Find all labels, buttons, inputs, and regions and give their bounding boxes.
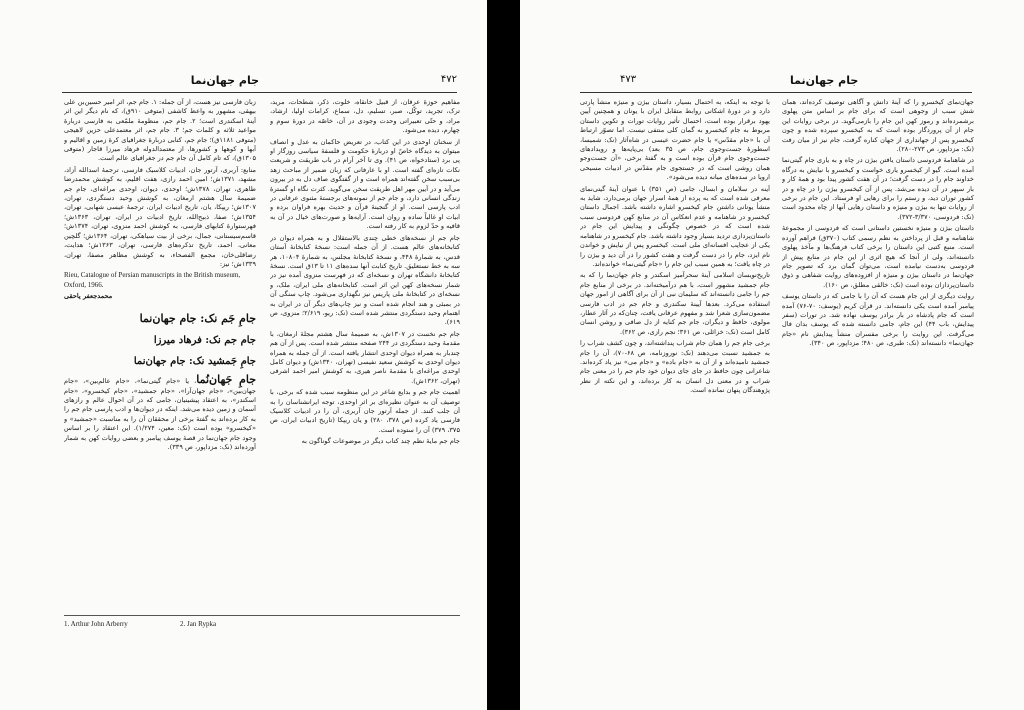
entry-heading: جامِ جَمشید نک: جام جهان‌نما — [133, 356, 256, 368]
entry-heading: جامِ جَم نک: جام جهان‌نما — [139, 312, 256, 326]
paragraph: داستان بیژن و منیژه نخستین داستانی است که فردوسی از مجموعهٔ شاهنامه و قبل از پرداختن به نظم رسمی کتاب (۳۷۰ق) فراهم آورده است. منبع کتبی این داستان را برخی کتاب فرهنگ‌ها و مآخذ پهلوی دانسته‌اند، ولی از آنجا که هیچ اثری از این جام در منابع پیش از فردوسی به‌دست نیامده است، می‌توان گمان برد که تصویر جام جهان‌نما در داستان بیژن و منیژه از افزوده‌های روایت شفاهی و ذوق داستان‌پردازان بوده است (نک: خالقی مطلق، ص ۱۶۰). — [782, 224, 974, 289]
header-rule — [62, 92, 457, 93]
paragraph: ، یا «جام گیتی‌نما»، «جام عالم‌بین»، «جام جهان‌بین»، «جام جهان‌آرا»، «جام جمشید»، «جام کیخسرو»، «جام اسکندر»، به اعتقاد پیشینیان، جامی که در آن احوال عالم و رازهای آسمان و زمین دیده می‌شد. اینکه در دیوان‌ها و ادب پارسی جام جم را به کار برده‌اند به گفتهٔ برخی از محققان آن را به مناسبت «جمشید» و «کیخسرو» بوده است (نک: معین، ۱/۲۷۴). این اعتقاد را بر اساس وجود جام جهان‌نما در قصهٔ یوسف پیامبر و بعضی روایات کهن به شمار آورده‌اند (نک: مزداپور، ص ۳۳۹). — [64, 377, 256, 451]
running-header: جام جهان‌نما — [190, 74, 259, 87]
author-signature: محمدجعفر یاحقی — [64, 291, 113, 300]
footnote: 1. Arthur John Arberry — [64, 620, 128, 628]
paragraph: با توجه به اینکه، به احتمال بسیار، داستان بیژن و منیژه منشأ پارتی دارد و در دورهٔ اشکانی روابط متقابل ایران با یونان و همچنین آیین یهود برقرار بوده است، احتمال تأثیر روایات تورات و تکوین داستان مربوط به جام کیخسرو به گمان کلی منتفی نیست. اما تصوّر ارتباط آن با «جام مقدّس» یا جام حضرت عیسی در شاه‌آثار (نک: شمیسا، اسطورهٔ جست‌وجوی جام، ص ۳۵ بعد) بی‌پایه‌ها و رویدادهای جست‌وجوی جام قرآن بوده است و به گفتهٔ برخی، «آن جست‌وجو همان روشی است که در جستجوی جام مقدّس در ادبیات مسیحی اروپا در سده‌های میانه دیده می‌شود». — [580, 98, 770, 182]
text-column-right — [782, 98, 974, 690]
sources: منابع: آربری، آرتور جان، ادبیات کلاسیک فارسی، ترجمهٔ اسدالله آزاد، مشهد، ۱۳۷۱ش؛ امین احمد رازی، هفت اقلیم، به کوشش محمدرضا طاهری، تهران، ۱۳۷۸ش؛ اوحدی، دیوان، اوحدی مراغه‌ای، جام جم ضمیمهٔ سال هشتم ارمغان، به کوشش وحید دستگردی، تهران، ۱۳۰۷ش؛ ریپکا، یان، تاریخ ادبیات ایران، ترجمهٔ عیسی شهابی، تهران، ۱۳۵۴ش؛ صفا، ذبیح‌الله، تاریخ ادبیات در ایران، تهران، ۱۳۶۳ش؛ فهرستوارهٔ کتابهای فارسی، به کوشش احمد منزوی، تهران، ۱۳۷۴ش؛ قاسم‌سیستانی، جمال، برخی از بیت سیاهکی، تهران، ۱۳۶۴ش؛ گلچین معانی، احمد، تاریخ تذکره‌های فارسی، تهران، ۱۳۶۳ش؛ هدایت، رضاقلی‌خان، مجمع الفصحاء، به کوشش مظاهر مصفا، تهران، ۱۳۳۹ش؛ نیز: — [64, 165, 256, 268]
text-column-left — [64, 98, 256, 610]
paragraph: آینه در سلامان و ابسال، جامی (ص ۳۵۱) با عنوان آینهٔ گیتی‌نمای معرفی شده است که به پرده از همهٔ اسرار جهان برمی‌دارد، شاید به منشأ یونانی داشتن جام کیخسرو اشاره داشته باشد. اجمال داستان کیخسرو در شاهنامه و عدم انعکاس آن در منابع کهن فردوسی سبب شده است که در خصوص چگونگی و پیدایش این جام در داستان‌پردازی تردید بسیار وجود داشته باشد. جام کیخسرو در شاهنامه یکی از عجایب افسانه‌ای ملی است. کیخسرو پس از نیایش و خواندن نام ایزد، جام را در دست گرفت و هفت کشور را در آن دید و بیژن را در چاه یافت؛ به همین سبب این جام را «جام گیتی‌نما» خوانده‌اند. — [580, 184, 770, 268]
paragraph: در شاهنامهٔ فردوسی داستان یافتن بیژن در چاه و به یاری جام گیتی‌نما آمده است. گیو از کیخسرو یاری خواست و کیخسرو با نیایش به درگاه خداوند جام را در دست گرفت؛ در آن هفت کشور پیدا بود و همهٔ کار و بار سپهر در آن دیده می‌شد. پس از آن کیخسرو بیژن را در چاه و در کشور توران دید، و رستم را برای رهایی او فرستاد. این جام در برخی از روایات تنها به بیژن و منیژه و داستان رهایی آنها از چاه محدود است (نک: فردوسی، ۳/۳۷۰-۳۷۲). — [782, 156, 974, 221]
paragraph: اهمیت جام جم و بدایع شاعر در این منظومه سبب شده که برخی، با توصیف آن به عنوان نظیره‌ای بر اثر اوحدی، توجه ایرانشناسان را به آن جلب کنند. از جمله آرتور جان آربری، آن را در ادبیات کلاسیک فارسی یاد کرده (ص ۳۷۸، ۲۸۰) و یان ریپکا (تاریخ ادبیات ایران، ص ۳۷۵، ۳۷۹) آن را ستوده است. — [270, 388, 460, 434]
entry-heading: جامِ جَهان‌نُما — [196, 373, 256, 387]
footnote-rule — [64, 615, 460, 616]
paragraph: جام جم مایهٔ نظم چند کتاب دیگر در موضوعات گوناگون به — [301, 437, 460, 446]
paragraph: مفاهیم حوزهٔ عرفان، از قبیل خانقاه، خلوت، ذکر، شطحات، مرید، ترک، تجرید، توکّل، صبر، تسلیم، دل، سماع، کرامات اولیا، ارشاد، مراد، و حتّی تعبیراتی وحدت وجودی در آن، خاصّه در دورهٔ سوم و چهارم، دیده می‌شود. — [270, 98, 460, 135]
page-number: ۴۷۲ — [440, 74, 457, 85]
paragraph: از سخنان اوحدی در این کتاب، در تعریض حاکمان به عدل و انصاف میتوان به دیدگاه خاصّ او دربارهٔ حکومت و فلسفهٔ سیاسی روزگار او پی برد (ستادخواه، ص ۴۱). وی تا آخر آرام در باب طریقت و شریعت نکات تازه‌ای گفته است. او با عارفانی که زبان ضمیر از مباحث زهد بی‌سبب سخن گفته‌اند همراه است و از گفتگوی صاف دل به در بیرون می‌آید و در آیین مهر اهل طریقت سخن می‌گوید. کثرت نگاه او گسترهٔ زندگی انسانی دارد، و جام جم از نمونه‌های برجستهٔ مثنوی عرفانی در ادب پارسی است. او از گنجینهٔ قرآن و حدیث بهره فراوان برده و ابیات او غالباً ساده و روان است. آرایه‌ها و صورت‌های خیال در آن به قافیه و حدّ لزوم به کار رفته است. — [270, 137, 460, 231]
header-rule — [580, 92, 972, 93]
text-column-left — [580, 98, 770, 690]
text-column-right — [270, 98, 460, 610]
right-page — [520, 0, 1024, 710]
paragraph: روایت دیگری از این جام هست که آن را با جامی که در داستان یوسف پیامبر آمده است یکی دانسته‌اند. در قرآن کریم (یوسف: ۷۰-۷۶) آمده است که جام پادشاه در بار برادر یوسف نهاده شد. در تورات (سفر پیدایش، باب ۴۴) این جام، جامی دانسته شده که یوسف بدان فال می‌گرفت. این روایت را برخی مفسران منشأ پیدایش نام «جام جهان‌نما» دانسته‌اند (نک: طبری، ص ۴۸۰؛ مزداپور، ص ۳۴۰). — [782, 292, 974, 348]
entry-heading: جام جم نک: فرهاد میرزا — [153, 335, 256, 347]
footnote: 2. Jan Rypka — [180, 620, 217, 628]
paragraph: زبان فارسی نیز هست، از آن جمله: ۱. جام جم، اثر امیر حسین‌بن علی بیهقی، مشهور به واعظ کاشفی (متوفی ۹۱۰ق)، که نام دیگر این اثر آینهٔ اسکندری است؛ ۲. جام جم، منظومهٔ ملمّعی به فارسی دربارهٔ مواعید ثلاثه و کلمات جم؛ ۳. جام جم، اثر معتمدعلی حزین لاهیجی (متوفی ۱۱۸۱ق)؛ جام جم، کتابی دربارهٔ جغرافیای کرهٔ زمین و اقالیم و آبها و کوهها و کشورها، از معتمدالدوله فرهاد میرزا قاجار (متوفی ۱۳۰۵ق)، که تام کامل آن جام جم در جغرافیای عالم است. — [64, 98, 256, 163]
running-header: جام جهان‌نما — [790, 74, 859, 87]
reference-latin: Rieu, Catalogue of Persian manuscripts in the British museum, Oxford, 1966. — [64, 271, 241, 289]
paragraph: جام جم نخست در ۱۳۰۷ش، به ضمیمهٔ سال هشتم مجلهٔ ارمغان، با مقدمهٔ وحید دستگردی در ۲۴۴ صفحه منتشر شده است. پس از آن هم چندبار به همراه دیوان اوحدی انتشار یافته است. از آن جمله به همراه دیوان اوحدی به کوشش سعید نفیسی (تهران، ۱۳۴۰ش) و دیوان کامل اوحدی مراغه‌ای با مقدمهٔ ناصر هیری، به کوشش امیر احمد اشرفی (تهران، ۱۳۶۲ش). — [270, 329, 460, 385]
paragraph: برخی جام جم را همان جام شراب پنداشته‌اند، و چون کشف شراب را به جمشید نسبت می‌دهند (نک: نوروزنامه، ص ۶۸-۷۰)، آن را جام جمشید نامیده‌اند و از آن به «جام باده» و «جام می» نیز یاد کرده‌اند. شاعرانی چون حافظ در جای جای دیوان خود جام جم را در معنی جام شراب و در معنی دل انسان به کار برده‌اند، و این نکته از نظر پژوهندگان پنهان نمانده است. — [580, 339, 770, 395]
paragraph: جهان‌نمای کیخسرو را که آینهٔ دانش و آگاهی توصیف کرده‌اند، همان شش سبب از وجوهی است که برای جام بر اساس متن پهلوی برشمرده‌اند و رموز کهن این جام را بازمی‌گوید. در برخی روایات این جام از آن پروردگار بوده است که به کیخسرو سپرده شده و چون کیخسرو پس از جهانداری از جهان کناره گرفت، جام نیز از میان رفت (نک: مزداپور، ص ۲۷۳-۲۸۰). — [782, 98, 974, 154]
page-number: ۴۷۳ — [620, 74, 637, 85]
left-page — [0, 0, 487, 710]
paragraph: جام جم از نسخه‌های خطی چندی بالاستقلال و به همراه دیوان در کتابخانه‌های عالم هست. از آن جمله است: نسخهٔ کتابخانهٔ آستان قدس، به شمارهٔ ۴۴۸، و نسخهٔ کتابخانهٔ مجلس، به شمارهٔ ۱۰۸۰۴، هر سه به خط نستعلیق. تاریخ کتابت آنها سده‌های ۱۱ تا ۱۳ق است. نسخهٔ کتابخانهٔ دانشگاه تهران و نسخه‌ای که در فهرست منزوی آمده نیز در شمار نسخه‌های کهن این اثر است. کتابخانه‌های ملی ایران، ملک، و نسخه‌ای در کتابخانهٔ ملی پاریس نیز نگهداری می‌شود. چاپ سنگی آن در بمبئی و هند انجام شده است و نیز چاپ‌های دیگر آن در ایران به اهتمام وحید دستگردی منتشر شده است (نک: ریو، ۲/۶۱۹؛ منزوی، ص ۶۱۹). — [270, 233, 460, 327]
paragraph: تاریخ‌نویسان اسلامی آینهٔ سحرآمیز اسکندر و جام جهان‌نما را که به جام جمشید مشهور است، با هم درآمیخته‌اند. در برخی از منابع جام جم را جامی دانسته‌اند که سلیمان نبی از آن برای آگاهی از امور جهان استفاده می‌کرد. بعدها آیینهٔ سکندری و جام جم در ادب فارسی مضمون‌سازی شعرا شد و مفهوم عرفانی یافت، چنان‌که در آثار عطار، مولوی، حافظ و دیگران، جام جم کنایه از دل صافی و روشن انسان کامل است (نک: خزائلی، ص ۳۶۱؛ نجم رازی، ص ۳۶۲). — [580, 271, 770, 336]
